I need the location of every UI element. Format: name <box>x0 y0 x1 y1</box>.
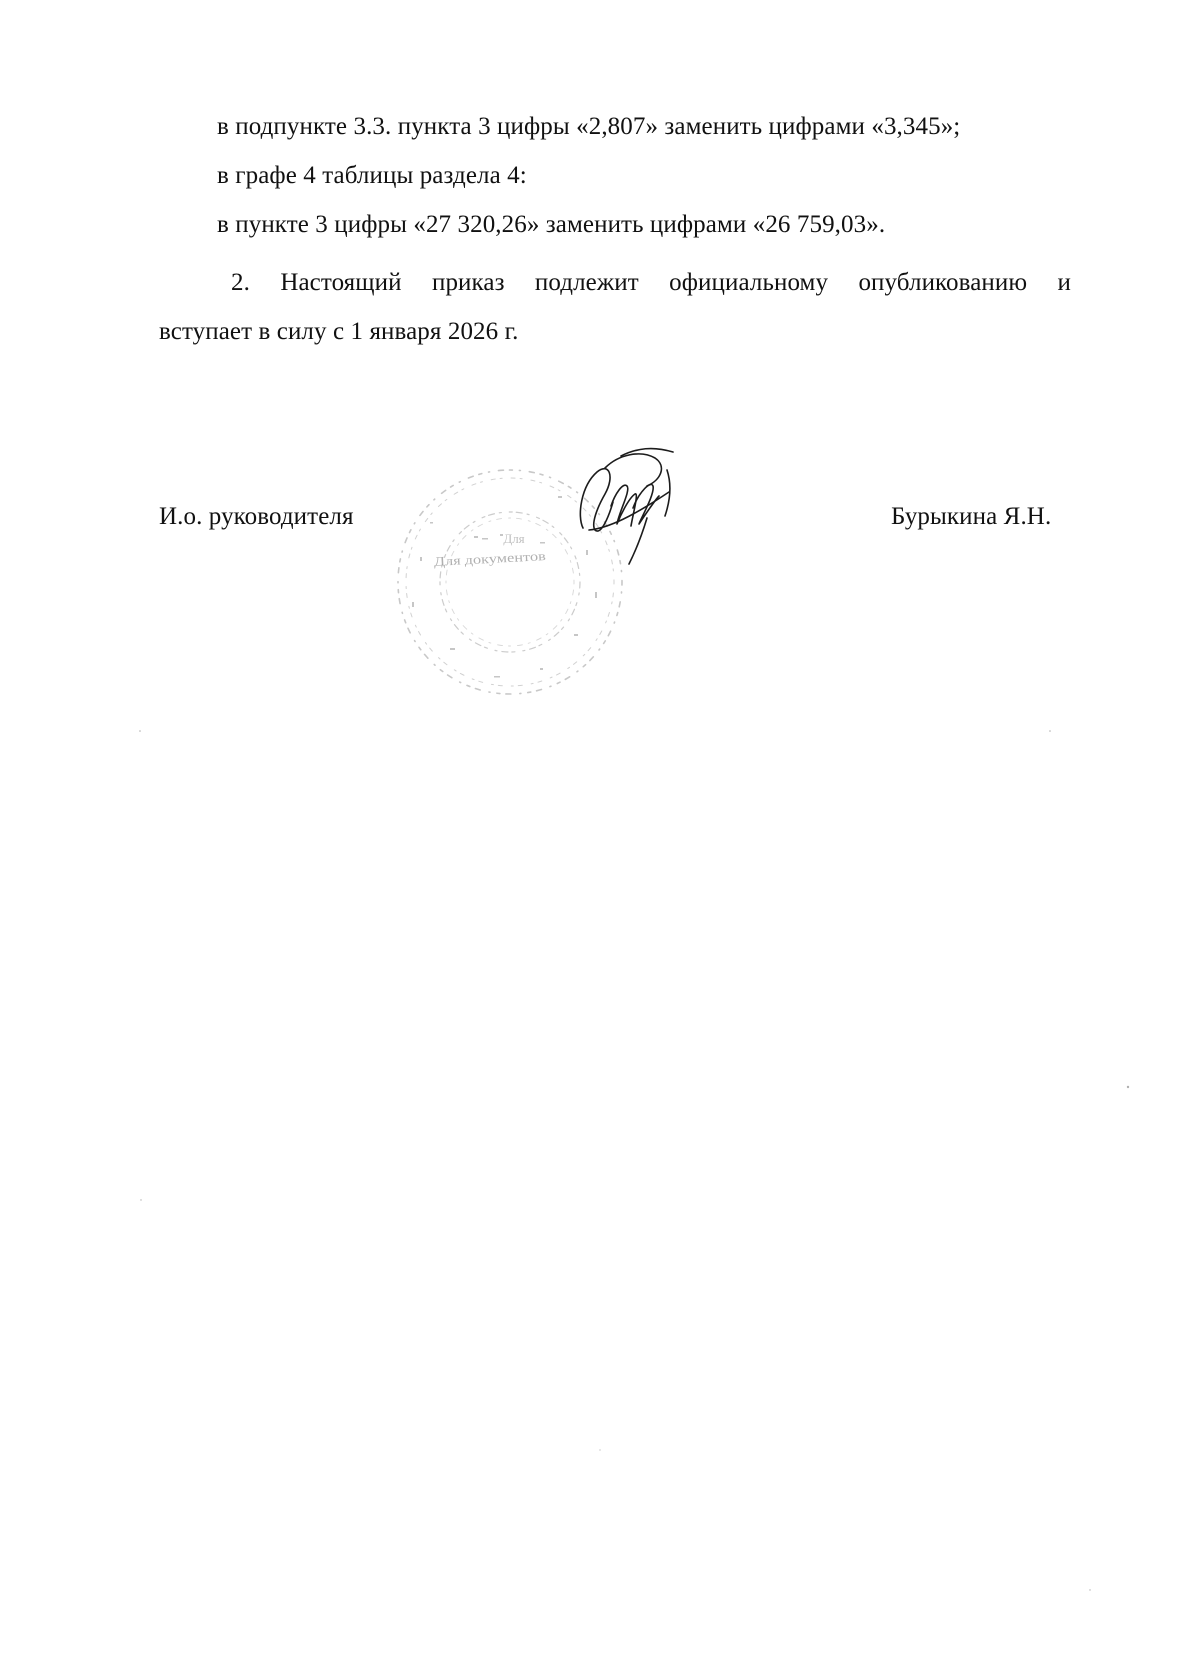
paragraph-2-line-1: 2. Настоящий приказ подлежит официальному опубликованию и <box>231 269 1071 296</box>
paragraph-2-line-2: вступает в силу с 1 января 2026 г. <box>159 318 519 345</box>
paragraph-2 <box>159 258 1071 356</box>
amendment-line-3: в пункте 3 цифры «27 320,26» заменить цифрами «26 759,03». <box>217 211 886 238</box>
signer-name: Бурыкина Я.Н. <box>891 503 1052 530</box>
stamp-inner-text: Для документов <box>433 549 524 569</box>
amendment-line-2: в графе 4 таблицы раздела 4: <box>217 162 527 189</box>
signer-title: И.о. руководителя <box>159 503 354 530</box>
handwritten-signature-icon <box>575 446 685 571</box>
svg-text:Для: Для <box>503 531 525 546</box>
amendment-line-1: в подпункте 3.3. пункта 3 цифры «2,807» заменить цифрами «3,345»; <box>217 113 961 140</box>
